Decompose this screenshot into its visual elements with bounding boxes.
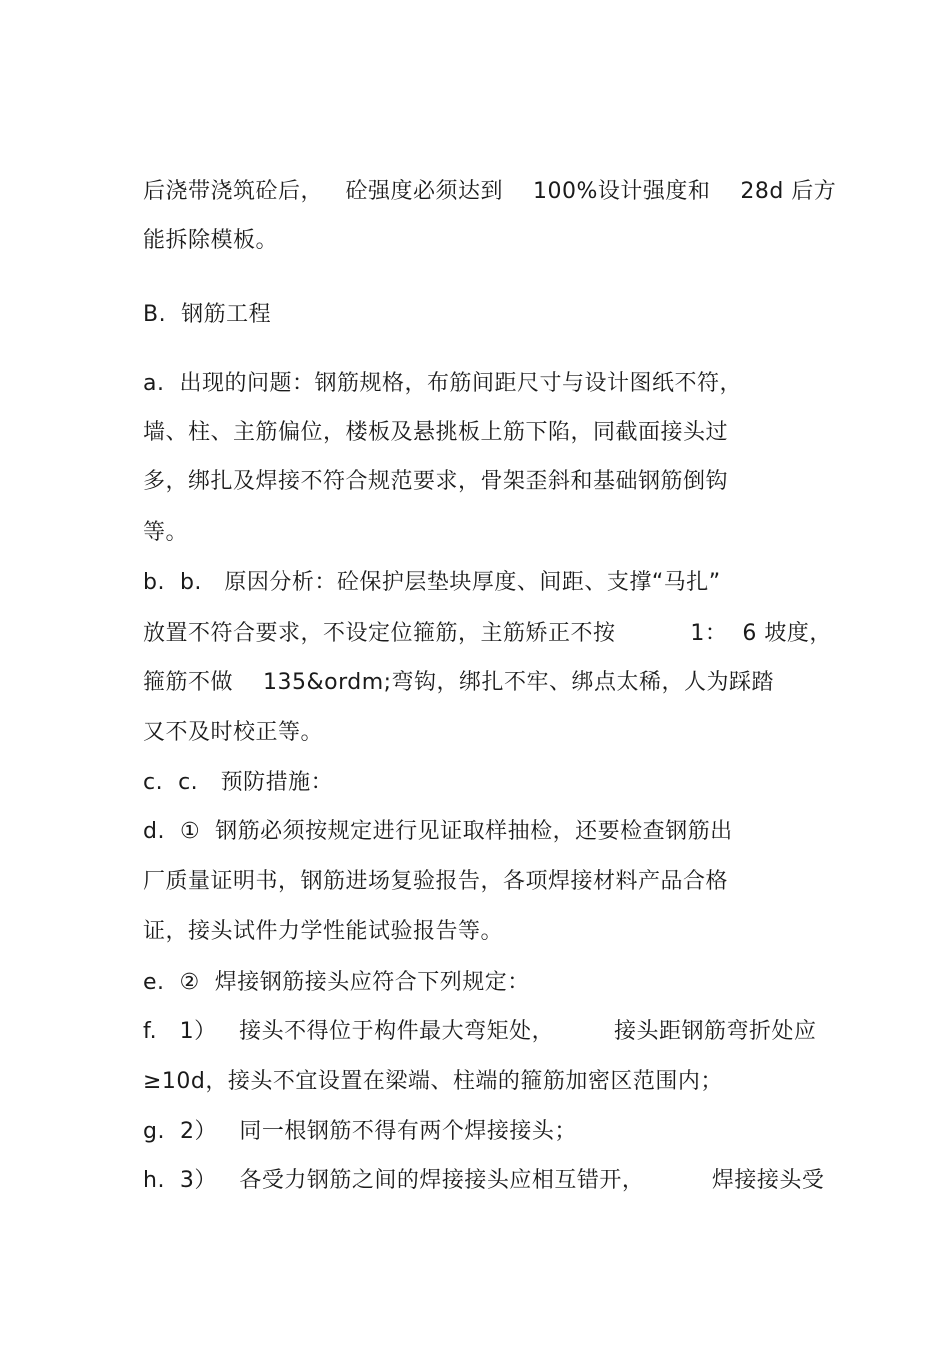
text-line-2: 能拆除模板。 bbox=[143, 228, 279, 253]
section-heading: B. 钢筋工程 bbox=[143, 302, 272, 327]
text-line-10: 箍筋不做 135&ordm;弯钩，绑扎不牢、绑点太稀，人为踩踏 bbox=[143, 670, 775, 695]
text-line-6: 多，绑扎及焊接不符合规范要求，骨架歪斜和基础钢筋倒钩 bbox=[143, 469, 729, 494]
text-line-17: f. 1） 接头不得位于构件最大弯矩处， 接头距钢筋弯折处应 bbox=[143, 1019, 817, 1044]
text-line-18: ≥10d，接头不宜设置在梁端、柱端的箍筋加密区范围内； bbox=[143, 1069, 723, 1094]
text-line-20: h. 3） 各受力钢筋之间的焊接接头应相互错开， 焊接接头受 bbox=[143, 1168, 825, 1193]
text-line-19: g. 2） 同一根钢筋不得有两个焊接接头； bbox=[143, 1119, 577, 1144]
text-line-8: b. b. 原因分析：砼保护层垫块厚度、间距、支撑“马扎” bbox=[143, 570, 721, 595]
text-line-11: 又不及时校正等。 bbox=[143, 720, 324, 745]
text-line-12: c. c. 预防措施： bbox=[143, 770, 334, 795]
text-line-1: 后浇带浇筑砼后， 砼强度必须达到 100%设计强度和 28d 后方 bbox=[143, 179, 837, 204]
text-line-9: 放置不符合要求，不设定位箍筋，主筋矫正不按 1： 6 坡度， bbox=[143, 621, 832, 646]
text-line-4: a. 出现的问题：钢筋规格，布筋间距尺寸与设计图纸不符， bbox=[143, 371, 742, 396]
text-line-14: 厂质量证明书，钢筋进场复验报告，各项焊接材料产品合格 bbox=[143, 869, 729, 894]
text-line-13: d. ① 钢筋必须按规定进行见证取样抽检，还要检查钢筋出 bbox=[143, 819, 733, 844]
text-line-7: 等。 bbox=[143, 520, 189, 545]
text-line-5: 墙、柱、主筋偏位，楼板及悬挑板上筋下陷，同截面接头过 bbox=[143, 420, 729, 445]
text-line-15: 证，接头试件力学性能试验报告等。 bbox=[143, 919, 504, 944]
text-line-16: e. ② 焊接钢筋接头应符合下列规定： bbox=[143, 970, 530, 995]
